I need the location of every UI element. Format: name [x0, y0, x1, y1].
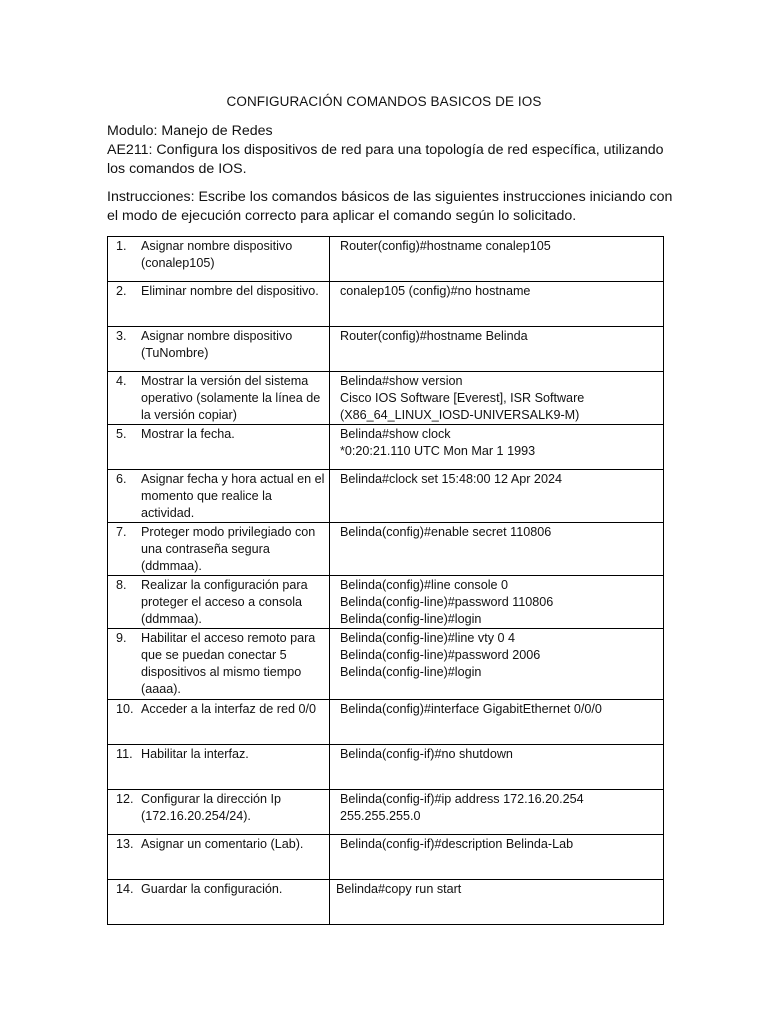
task-description: Asignar un comentario (Lab). — [141, 837, 304, 851]
task-description: Habilitar el acceso remoto para que se puedan conectar 5 dispositivos al mismo tiempo (aaaa). — [141, 631, 316, 696]
task-number: 2. — [116, 284, 127, 298]
command-line: Router(config)#hostname conalep105 — [340, 239, 551, 253]
table-row — [108, 880, 664, 925]
task-description: Mostrar la versión del sistema operativo (solamente la línea de la versión copiar) — [141, 374, 321, 422]
task-cell — [108, 237, 330, 282]
table-row — [108, 835, 664, 880]
command-cell — [330, 629, 664, 700]
table-row — [108, 629, 664, 700]
command-line: Belinda(config-line)#line vty 0 4 — [340, 631, 516, 645]
document-title: CONFIGURACIÓN COMANDOS BASICOS DE IOS — [226, 94, 542, 109]
table-row — [108, 425, 664, 470]
instructions-line-2: el modo de ejecución correcto para aplicar el comando según lo solicitado. — [107, 208, 577, 224]
task-number: 6. — [116, 472, 127, 486]
task-description: Configurar la dirección Ip (172.16.20.254/24). — [141, 792, 282, 823]
task-cell — [108, 835, 330, 880]
command-cell — [330, 835, 664, 880]
task-cell — [108, 790, 330, 835]
command-line: Belinda(config)#enable secret 110806 — [340, 525, 552, 539]
intro-block — [107, 122, 667, 179]
command-cell — [330, 237, 664, 282]
task-description: Guardar la configuración. — [141, 882, 283, 896]
task-cell — [108, 700, 330, 745]
task-number: 11. — [116, 747, 133, 761]
command-line: conalep105 (config)#no hostname — [340, 284, 531, 298]
task-description: Asignar fecha y hora actual en el momento que realice la actividad. — [141, 472, 325, 520]
command-cell — [330, 523, 664, 576]
command-line: Belinda(config)#interface GigabitEthernet 0/0/0 — [340, 702, 602, 716]
command-line: Cisco IOS Software [Everest], ISR Software — [340, 391, 585, 405]
table-row — [108, 745, 664, 790]
table-row — [108, 372, 664, 425]
command-line: Belinda(config-if)#no shutdown — [340, 747, 513, 761]
task-number: 14. — [116, 882, 134, 896]
table-row — [108, 700, 664, 745]
command-line: Belinda#show version — [340, 374, 463, 388]
command-cell — [330, 700, 664, 745]
command-cell — [330, 576, 664, 629]
task-number: 10. — [116, 702, 134, 716]
command-cell — [330, 790, 664, 835]
task-cell — [108, 880, 330, 925]
task-number: 13. — [116, 837, 134, 851]
task-cell — [108, 372, 330, 425]
task-number: 12. — [116, 792, 134, 806]
task-cell — [108, 745, 330, 790]
command-line: Belinda(config-if)#ip address 172.16.20.254 — [340, 792, 584, 806]
task-cell — [108, 523, 330, 576]
command-line: Belinda(config-line)#login — [340, 612, 482, 626]
task-number: 4. — [116, 374, 127, 388]
task-cell — [108, 576, 330, 629]
task-description: Habilitar la interfaz. — [141, 747, 249, 761]
table-row — [108, 282, 664, 327]
task-description: Acceder a la interfaz de red 0/0 — [141, 702, 317, 716]
command-line: (X86_64_LINUX_IOSD-UNIVERSALK9-M) — [340, 408, 580, 422]
command-line: 255.255.255.0 — [340, 809, 421, 823]
command-line: *0:20:21.110 UTC Mon Mar 1 1993 — [340, 444, 536, 458]
command-line: Belinda(config-line)#login — [340, 665, 482, 679]
instructions-line-1: Instrucciones: Escribe los comandos básicos de las siguientes instrucciones iniciando con — [107, 189, 673, 205]
task-cell — [108, 282, 330, 327]
command-line: Belinda(config-line)#password 110806 — [340, 595, 554, 609]
table-row — [108, 523, 664, 576]
command-line: Belinda#copy run start — [336, 882, 462, 896]
table-row — [108, 327, 664, 372]
table-row — [108, 576, 664, 629]
command-cell — [330, 470, 664, 523]
task-number: 8. — [116, 578, 127, 592]
command-line: Belinda#show clock — [340, 427, 451, 441]
command-cell — [330, 372, 664, 425]
task-number: 7. — [116, 525, 127, 539]
task-description: Proteger modo privilegiado con una contraseña segura (ddmmaa). — [141, 525, 316, 573]
task-cell — [108, 425, 330, 470]
table-row — [108, 470, 664, 523]
commands-table — [107, 236, 664, 925]
task-description: Eliminar nombre del dispositivo. — [141, 284, 319, 298]
task-description: Mostrar la fecha. — [141, 427, 235, 441]
command-cell — [330, 425, 664, 470]
command-cell — [330, 745, 664, 790]
commands-table-body — [108, 237, 664, 925]
task-cell — [108, 327, 330, 372]
task-number: 9. — [116, 631, 127, 645]
task-number: 1. — [116, 239, 127, 253]
module-line: Modulo: Manejo de Redes — [107, 123, 273, 139]
command-line: Belinda(config-line)#password 2006 — [340, 648, 541, 662]
task-number: 3. — [116, 329, 127, 343]
command-line: Belinda(config)#line console 0 — [340, 578, 509, 592]
command-cell — [330, 327, 664, 372]
table-row — [108, 237, 664, 282]
table-row — [108, 790, 664, 835]
command-line: Router(config)#hostname Belinda — [340, 329, 528, 343]
command-cell — [330, 282, 664, 327]
command-line: Belinda#clock set 15:48:00 12 Apr 2024 — [340, 472, 562, 486]
command-cell — [330, 880, 664, 925]
ae-line-1: AE211: Configura los dispositivos de red para una topología de red específica, utilizando — [107, 142, 664, 158]
task-description: Asignar nombre dispositivo (TuNombre) — [141, 329, 293, 360]
task-description: Asignar nombre dispositivo (conalep105) — [141, 239, 293, 270]
ae-line-2: los comandos de IOS. — [107, 161, 247, 177]
task-number: 5. — [116, 427, 127, 441]
task-cell — [108, 629, 330, 700]
instructions-block — [107, 188, 673, 226]
command-line: Belinda(config-if)#description Belinda-Lab — [340, 837, 574, 851]
task-cell — [108, 470, 330, 523]
task-description: Realizar la configuración para proteger el acceso a consola (ddmmaa). — [141, 578, 308, 626]
